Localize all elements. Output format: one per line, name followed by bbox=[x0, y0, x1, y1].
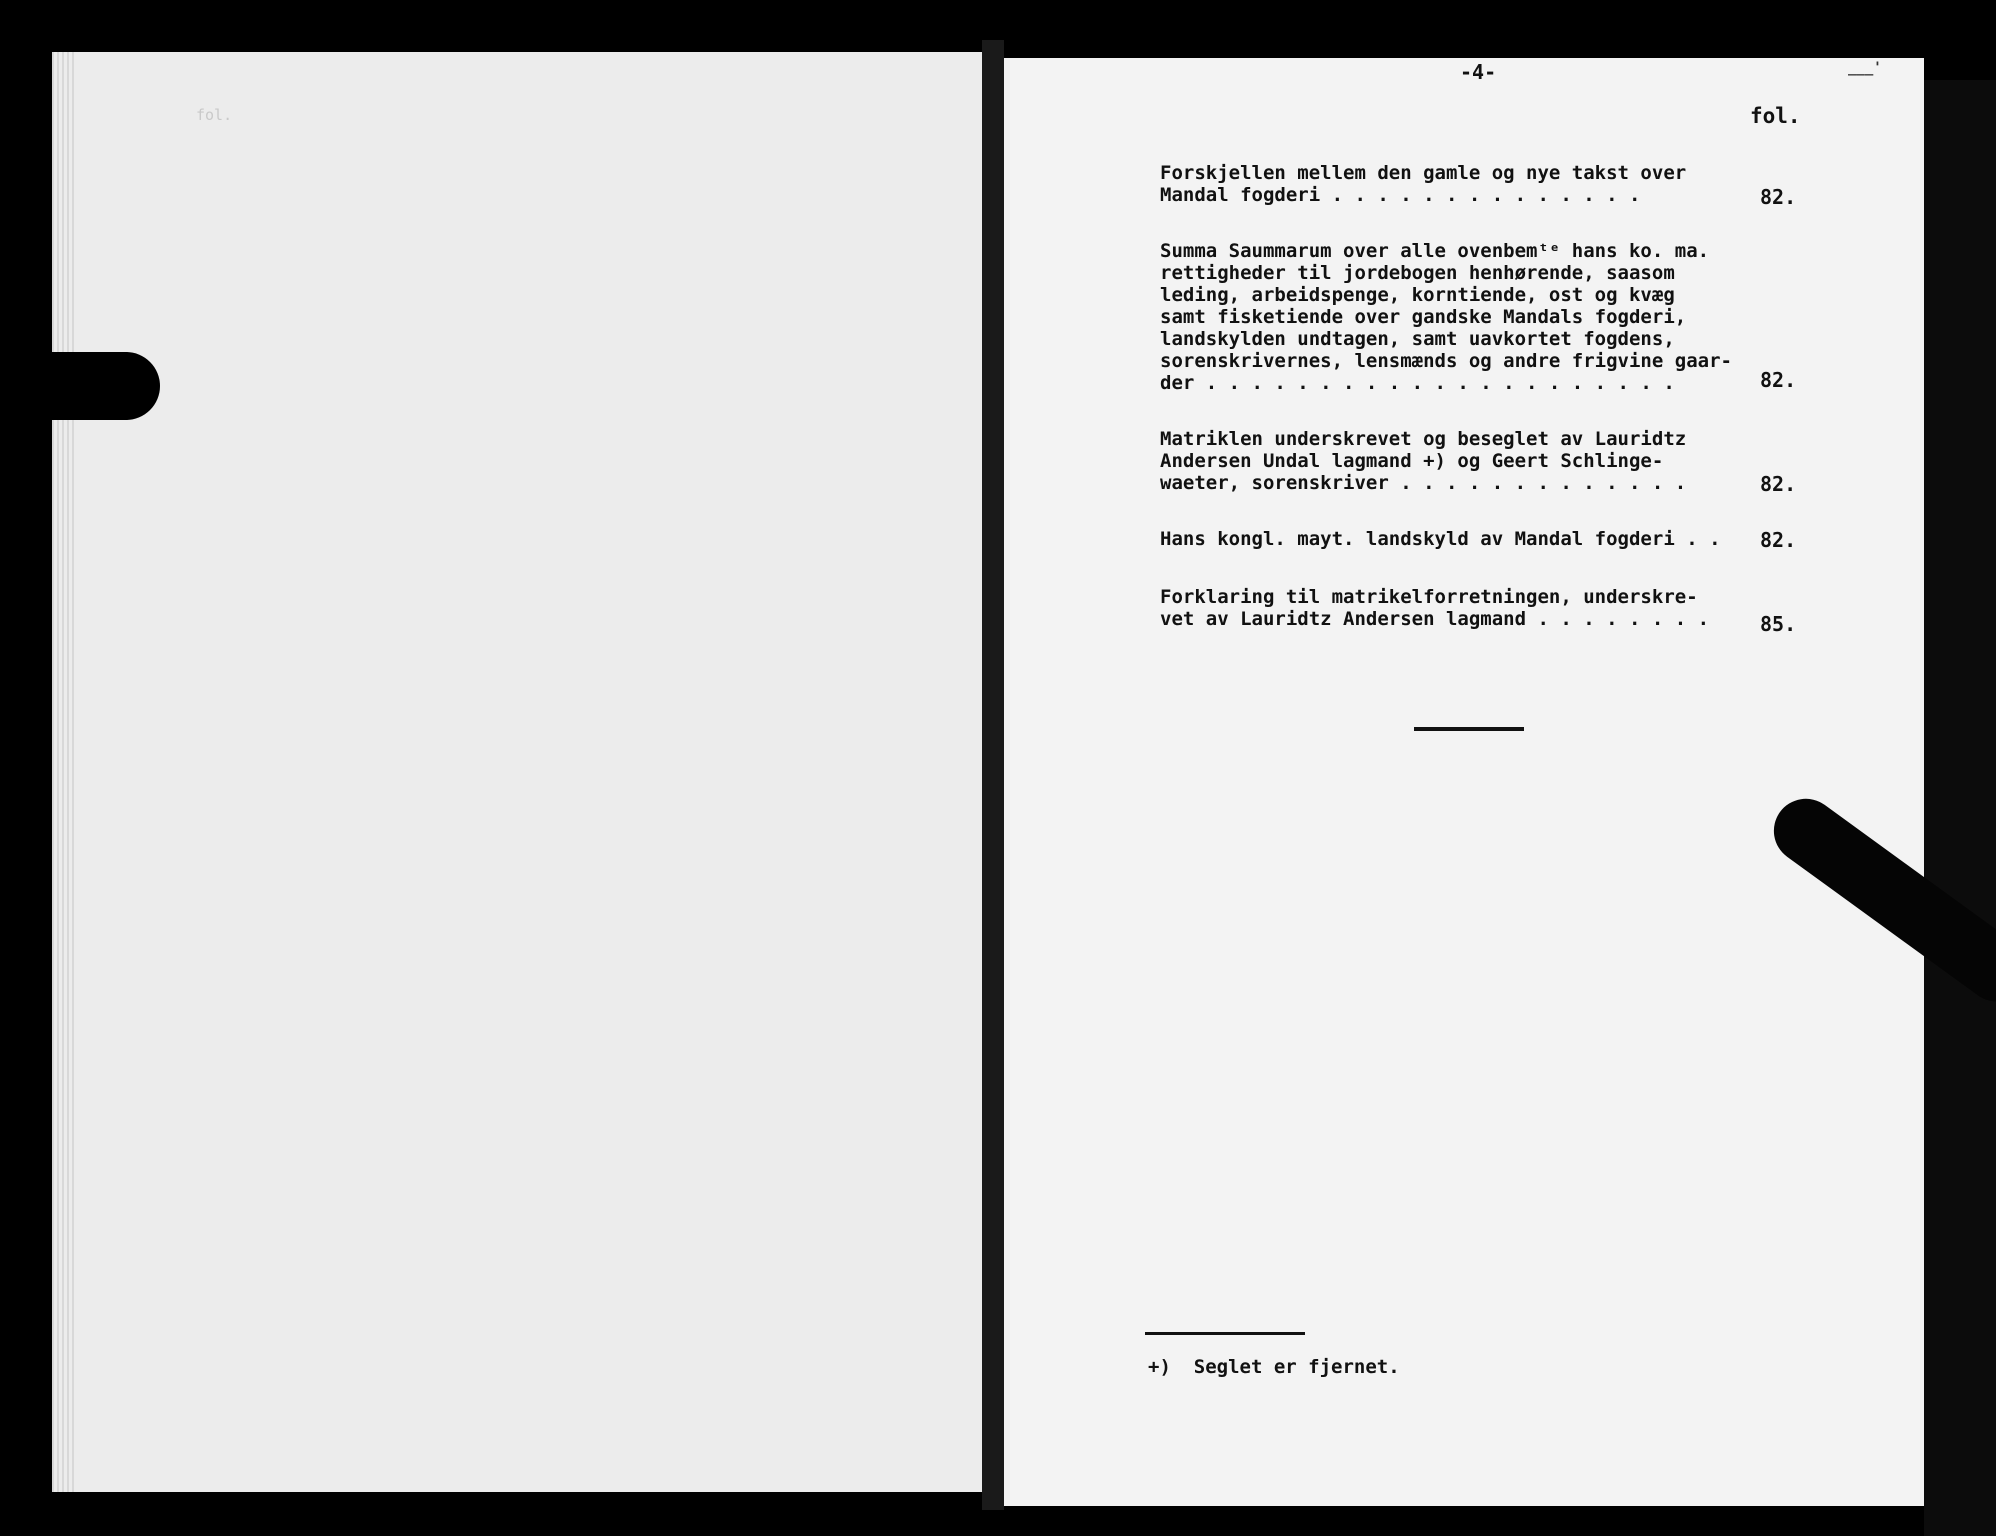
table-of-contents bbox=[1160, 0, 1800, 1400]
right-page-edge-shadow bbox=[1924, 80, 1996, 1536]
page-number: -4- bbox=[1460, 60, 1497, 84]
entry-folio: 82. bbox=[1760, 528, 1797, 552]
left-bookmark-tab bbox=[0, 352, 160, 420]
toc-entry bbox=[1160, 586, 1709, 630]
section-divider bbox=[1414, 727, 1524, 731]
left-page-edge bbox=[52, 52, 74, 1492]
toc-entry bbox=[1160, 162, 1686, 206]
entry-line: leding, arbeidspenge, korntiende, ost og kvæg bbox=[1160, 284, 1675, 306]
toc-entry bbox=[1160, 528, 1721, 550]
toc-entry bbox=[1160, 240, 1732, 394]
entry-line: der . . . . . . . . . . . . . . . . . . . . . bbox=[1160, 372, 1675, 394]
entry-line: samt fisketiende over gandske Mandals fogderi, bbox=[1160, 306, 1687, 328]
entry-line: landskylden undtagen, samt uavkortet fogdens, bbox=[1160, 328, 1675, 350]
entry-folio: 82. bbox=[1760, 185, 1797, 209]
entry-line: vet av Lauridtz Andersen lagmand . . . . . . . . bbox=[1160, 608, 1710, 630]
entry-line: waeter, sorenskriver . . . . . . . . . . . . . bbox=[1160, 472, 1687, 494]
book-gutter bbox=[982, 40, 1004, 1510]
entry-line: rettigheder til jordebogen henhørende, saasom bbox=[1160, 262, 1675, 284]
entry-line: Mandal fogderi . . . . . . . . . . . . . . bbox=[1160, 184, 1641, 206]
entry-line: Hans kongl. mayt. landskyld av Mandal fogderi . . bbox=[1160, 528, 1721, 550]
entry-folio: 82. bbox=[1760, 472, 1797, 496]
left-page-folio: fol. bbox=[196, 106, 233, 124]
entry-line: sorenskrivernes, lensmænds og andre frigvine gaar- bbox=[1160, 350, 1732, 372]
entry-line: Andersen Undal lagmand +) og Geert Schlinge- bbox=[1160, 450, 1664, 472]
entry-folio: 85. bbox=[1760, 612, 1797, 636]
left-page bbox=[52, 52, 982, 1492]
entry-folio: 82. bbox=[1760, 368, 1797, 392]
footnote: +) Seglet er fjernet. bbox=[1148, 1356, 1400, 1378]
folio-column-header: fol. bbox=[1750, 104, 1801, 128]
entry-line: Summa Saummarum over alle ovenbemᵗᵉ hans ko. ma. bbox=[1160, 240, 1710, 262]
entry-line: Forskjellen mellem den gamle og nye takst over bbox=[1160, 162, 1687, 184]
entry-line: Forklaring til matrikelforretningen, underskre- bbox=[1160, 586, 1698, 608]
toc-entry bbox=[1160, 428, 1686, 494]
corner-mark: ___' bbox=[1848, 60, 1882, 76]
entry-line: Matriklen underskrevet og beseglet av Lauridtz bbox=[1160, 428, 1687, 450]
footnote-rule bbox=[1145, 1332, 1305, 1335]
